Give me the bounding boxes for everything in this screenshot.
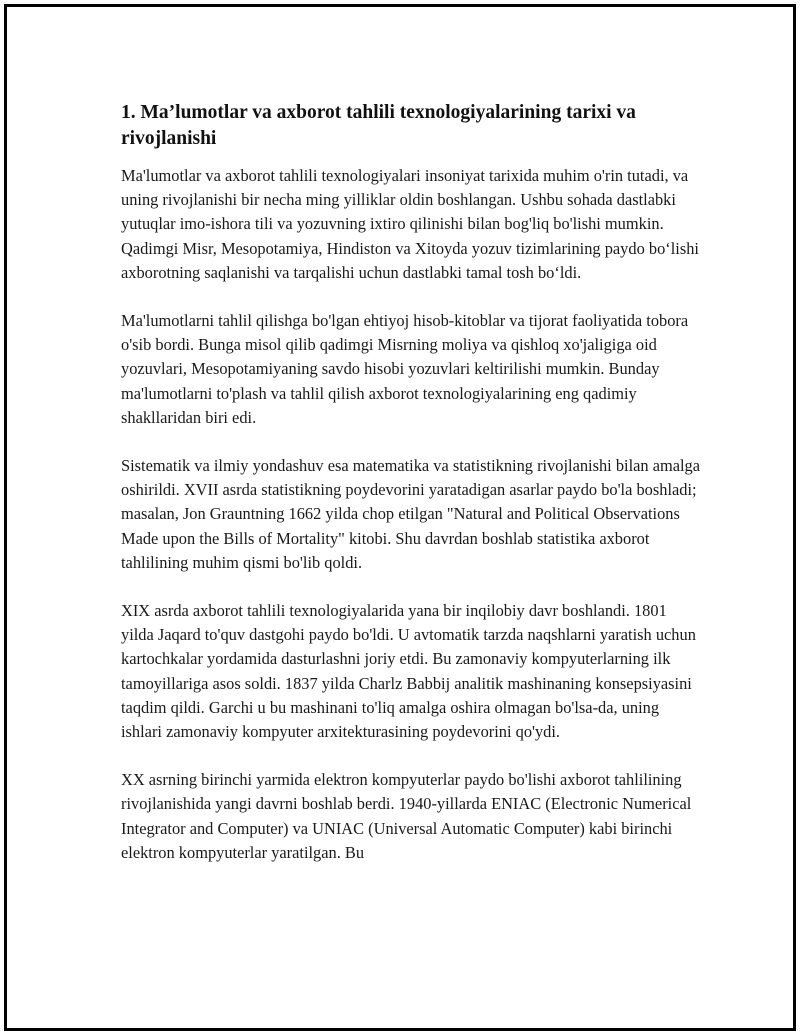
paragraph-5: XX asrning birinchi yarmida elektron kompyuterlar paydo bo'lishi axborot tahlilining rivojlanishida yangi davrni boshlab berdi. 1940-yillarda ENIAC (Electronic Numerical Integrator and Computer) va UNIAC (Universal Automatic Computer) kabi birinchi elektron kompyuterlar yaratilgan. Bu	[121, 770, 692, 862]
paragraph-2: Ma'lumotlarni tahlil qilishga bo'lgan ehtiyoj hisob-kitoblar va tijorat faoliyatida tobora o'sib bordi. Bunga misol qilib qadimgi Misrning moliya va qishloq xo'jaligiga oid yozuvlari, Mesopotamiyaning savdo hisobi yozuvlari keltirilishi mumkin. Bunday ma'lumotlarni to'plash va tahlil qilish axborot texnologiyalarining eng qadimiy shakllaridan biri edi.	[121, 311, 689, 427]
paragraph-1: Ma'lumotlar va axborot tahlili texnologiyalari insoniyat tarixida muhim o'rin tutadi, va uning rivojlanishi bir necha ming yilliklar oldin boshlangan. Ushbu sohada dastlabki yutuqlar imo-ishora tili va yozuvning ixtiro qilinishi bilan bog'liq bo'lishi mumkin. Qadimgi Misr, Mesopotamiya, Hindiston va Xitoyda yozuv tizimlarining paydo bo‘lishi axborotning saqlanishi va tarqalishi uchun dastlabki tamal tosh bo‘ldi.	[121, 166, 699, 282]
section-title: 1. Ma’lumotlar va axborot tahlili texnologiyalarining tarixi va rivojlanishi	[121, 102, 636, 149]
paragraph-3: Sistematik va ilmiy yondashuv esa matematika va statistikning rivojlanishi bilan amalga oshirildi. XVII asrda statistikning poydevorini yaratadigan asarlar paydo bo'la boshladi; masalan, Jon Grauntning 1662 yilda chop etilgan "Natural and Political Observations Made upon the Bills of Mortality" kitobi. Shu davrdan boshlab statistika axborot tahlilining muhim qismi bo'lib qoldi.	[121, 456, 701, 572]
document-body	[121, 100, 701, 889]
paragraph-4: XIX asrda axborot tahlili texnologiyalarida yana bir inqilobiy davr boshlandi. 1801 yilda Jaqard to'quv dastgohi paydo bo'ldi. U avtomatik tarzda naqshlarni yaratish uchun kartochkalar yordamida dasturlashni joriy etdi. Bu zamonaviy kompyuterlarning ilk tamoyillariga asos soldi. 1837 yilda Charlz Babbij analitik mashinaning konsepsiyasini taqdim qildi. Garchi u bu mashinani to'liq amalga oshira olmagan bo'lsa-da, uning ishlari zamonaviy kompyuter arxitekturasining poydevorini qo'ydi.	[121, 601, 696, 742]
page-frame	[4, 4, 796, 1031]
